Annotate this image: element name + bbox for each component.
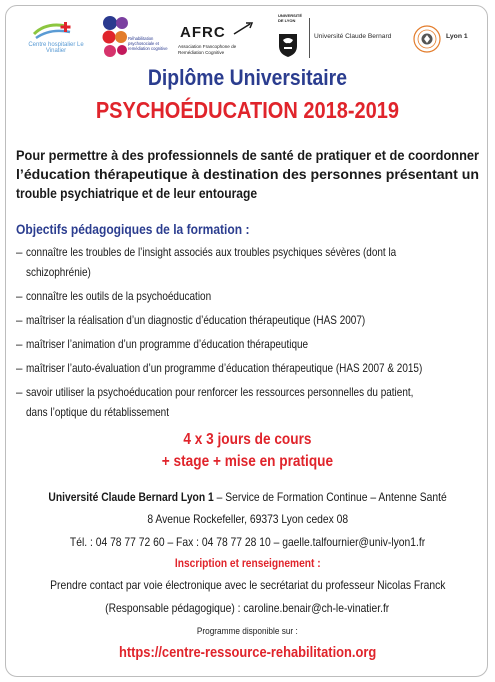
ucbl-seal-icon (412, 24, 442, 54)
afrc-arrow-icon (232, 20, 256, 36)
contact-responsible (0, 597, 495, 619)
course-duration: 4 x 3 jours de cours (183, 431, 312, 448)
programme-url-text[interactable]: https://centre-ressource-rehabilitation.org (118, 644, 377, 661)
phone-text: Tél. : 04 78 77 72 60 – Fax : 04 78 77 28 10 – gaelle.talfournier@univ-lyon1.fr (69, 535, 426, 549)
objective-text: – connaître les outils de la psychoéducation (26, 290, 212, 303)
lion-crest-icon (277, 32, 299, 58)
intro-line: trouble psychiatrique et de leur entourage (16, 186, 258, 201)
objective-text: – savoir utiliser la psychoéducation pour renforcer les ressources personnelles du patient, (26, 386, 414, 399)
afrc-logo-subtitle: Association Francophone de Remédiation Cognitive (178, 44, 237, 55)
logo-divider (309, 18, 310, 58)
intro-line: l’éducation thérapeutique à destination des personnes présentant un (16, 167, 479, 182)
objective-text: – connaître les troubles de l’insight associés aux troubles psychiques sévères (dont la (26, 246, 397, 259)
organisation-service: – Service de Formation Continue – Antenne Santé (213, 490, 447, 504)
afrc-logo-title: AFRC (180, 24, 226, 41)
remediation-logo-text: Réhabilitation psychosociale et remédiation cognitive (128, 36, 168, 51)
address-text: 8 Avenue Rockefeller, 69373 Lyon cedex 08 (147, 512, 348, 526)
vinatier-mark-icon (26, 20, 78, 44)
objective-text: – maîtriser l’animation d’un programme d’éducation thérapeutique (26, 338, 309, 351)
inscription-text: Inscription et renseignement : (174, 557, 321, 570)
course-format: + stage + mise en pratique (161, 453, 334, 470)
intro-line: Pour permettre à des professionnels de santé de pratiquer et de coordonner (16, 148, 479, 163)
objectives-heading: Objectifs pédagogiques de la formation : (16, 221, 250, 237)
objectives-list (16, 243, 479, 427)
remediation-logo (100, 14, 170, 60)
ucbl-logo-lyon: Lyon 1 (446, 33, 468, 40)
programme-text: Programme disponible sur : (197, 625, 298, 636)
ucbl-logo-text (314, 33, 391, 40)
intro-paragraph (16, 146, 479, 203)
objective-text: dans l’optique du rétablissement (26, 406, 170, 419)
vinatier-logo-text: Centre hospitalier Le Vinatier (28, 42, 84, 54)
objective-item (16, 243, 479, 283)
vinatier-logo (26, 20, 84, 56)
programme-label (0, 624, 495, 638)
objective-item (16, 359, 479, 379)
ucbl-logo-name: Université Claude Bernard (314, 33, 392, 40)
universite-de-lyon-logo (276, 13, 303, 60)
page-title: Diplôme Universitaire (147, 65, 347, 90)
contact-organisation (0, 486, 495, 508)
logo-bar (0, 14, 495, 62)
contact-instruction (0, 574, 495, 596)
objective-item (16, 311, 479, 331)
objective-item (16, 335, 479, 355)
objective-text: schizophrénie) (26, 266, 91, 279)
programme-url-link[interactable] (0, 642, 495, 664)
objective-text: – maîtriser la réalisation d’un diagnostic d’éducation thérapeutique (HAS 2007) (26, 314, 366, 327)
instruction-text: Prendre contact par voie électronique avec le secrétariat du professeur Nicolas Franck (49, 578, 446, 592)
remediation-mark-icon (100, 14, 130, 60)
afrc-logo (176, 18, 258, 58)
page-subtitle: PSYCHOÉDUCATION 2018-2019 (95, 97, 400, 123)
inscription-heading (0, 555, 495, 573)
universite-de-lyon-text: UNIVERSITÉ DE LYON (278, 13, 303, 23)
responsible-text: (Responsable pédagogique) : caroline.benair@ch-le-vinatier.fr (105, 601, 390, 615)
ucbl-logo (314, 24, 484, 54)
contact-phone (0, 531, 495, 553)
objective-item (16, 383, 479, 423)
objective-text: – maîtriser l’auto-évaluation d’un programme d’éducation thérapeutique (HAS 2007 & 2015) (26, 362, 423, 375)
contact-address (0, 508, 495, 530)
organisation-name: Université Claude Bernard Lyon 1 (48, 490, 214, 504)
objective-item (16, 287, 479, 307)
